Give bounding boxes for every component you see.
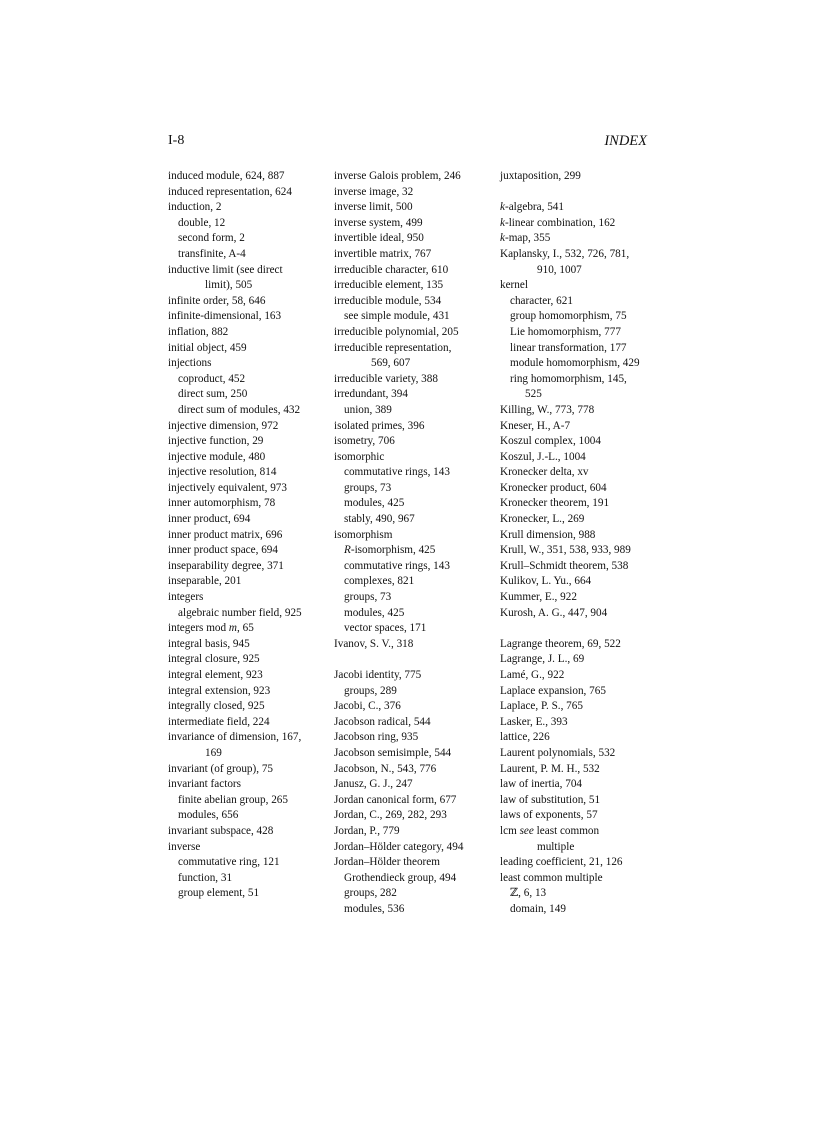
index-entry: induced module, 624, 887 [168, 170, 285, 182]
index-entry: isolated primes, 396 [334, 419, 425, 432]
index-subentry: vector spaces, 171 [344, 622, 427, 635]
index-column-2 [334, 169, 494, 918]
index-subentry: stably, 490, 967 [344, 513, 415, 526]
index-subentry: direct sum of modules, 432 [178, 403, 301, 416]
index-entry: inverse [168, 840, 201, 853]
index-subentry: ℤ, 6, 13 [510, 887, 547, 900]
index-subentry: linear transformation, 177 [510, 341, 627, 354]
index-entry: infinite-dimensional, 163 [168, 310, 282, 323]
index-entry: irredundant, 394 [334, 388, 408, 401]
index-entry: irreducible element, 135 [334, 279, 444, 292]
index-entry: injections [168, 357, 212, 370]
index-subentry: Lie homomorphism, 777 [510, 325, 621, 338]
index-entry: Jordan, C., 269, 282, 293 [334, 809, 447, 822]
index-entry: inner automorphism, 78 [168, 497, 276, 510]
index-entry: invertible ideal, 950 [334, 232, 424, 245]
index-entry-continuation: 525 [525, 388, 542, 401]
index-entry: Krull–Schmidt theorem, 538 [500, 559, 629, 572]
index-entry: Kummer, E., 922 [500, 591, 577, 604]
index-entry: Jordan canonical form, 677 [334, 793, 457, 806]
index-entry: integers mod m, 65 [168, 622, 254, 635]
index-subentry: groups, 282 [344, 887, 397, 900]
index-entry: Jacobson, N., 543, 776 [334, 762, 437, 775]
index-subentry: groups, 73 [344, 591, 392, 604]
index-entry: invariant (of group), 75 [168, 762, 274, 775]
index-entry: lcm see least common [500, 824, 600, 837]
index-entry: Ivanov, S. V., 318 [334, 637, 414, 650]
index-entry: integral element, 923 [168, 669, 263, 681]
index-entry: Janusz, G. J., 247 [334, 778, 413, 791]
index-subentry: union, 389 [344, 403, 392, 416]
index-subentry: group homomorphism, 75 [510, 310, 627, 323]
index-entry: inflation, 882 [168, 325, 229, 338]
index-entry: induced representation, 624 [168, 185, 292, 198]
index-subentry: ring homomorphism, 145, [510, 372, 627, 385]
index-entry: invariance of dimension, 167, [168, 731, 302, 744]
index-entry: invariant factors [168, 778, 241, 791]
index-entry: Jacobson ring, 935 [334, 731, 419, 744]
index-entry: laws of exponents, 57 [500, 809, 598, 822]
index-entry: inverse limit, 500 [334, 201, 413, 214]
index-entry: Laplace, P. S., 765 [500, 700, 583, 713]
index-entry: least common multiple [500, 871, 603, 884]
index-entry: Koszul complex, 1004 [500, 435, 601, 448]
index-subentry: direct sum, 250 [178, 388, 248, 401]
index-subentry: character, 621 [510, 294, 573, 307]
index-entry: lattice, 226 [500, 731, 550, 744]
index-entry: injectively equivalent, 973 [168, 481, 287, 494]
letter-group-gap [500, 621, 660, 637]
index-subentry: transfinite, A-4 [178, 247, 246, 260]
index-entry: intermediate field, 224 [168, 715, 270, 728]
index-entry: isomorphic [334, 450, 385, 463]
index-entry: integral basis, 945 [168, 637, 250, 650]
index-subentry: domain, 149 [510, 902, 566, 915]
index-entry: law of inertia, 704 [500, 778, 583, 791]
index-entry: inductive limit (see direct [168, 263, 283, 276]
letter-group-gap [500, 185, 660, 201]
index-entry: Kronecker delta, xv [500, 466, 589, 479]
index-subentry: coproduct, 452 [178, 372, 246, 385]
index-entry: irreducible representation, [334, 341, 452, 354]
index-entry-continuation: 910, 1007 [537, 263, 582, 276]
running-title: INDEX [604, 133, 647, 149]
index-entry: Lasker, E., 393 [500, 715, 568, 728]
index-entry: injective module, 480 [168, 450, 266, 463]
index-entry: integral closure, 925 [168, 653, 260, 666]
index-entry: integrally closed, 925 [168, 700, 265, 713]
index-entry: inverse Galois problem, 246 [334, 170, 461, 182]
index-entry: isomorphism [334, 528, 393, 541]
index-subentry: groups, 73 [344, 481, 392, 494]
index-entry: k-map, 355 [500, 232, 551, 245]
index-entry: irreducible character, 610 [334, 263, 449, 276]
index-subentry: see simple module, 431 [344, 310, 450, 323]
index-entry: k-algebra, 541 [500, 201, 564, 214]
index-entry: Kurosh, A. G., 447, 904 [500, 606, 608, 619]
index-entry: Jacobson radical, 544 [334, 715, 431, 728]
index-subentry: algebraic number field, 925 [178, 606, 302, 619]
index-entry: Kronecker theorem, 191 [500, 497, 610, 510]
index-entry: Jordan–Hölder theorem [334, 856, 440, 869]
index-entry-continuation: limit), 505 [205, 279, 253, 292]
index-entry-continuation: 569, 607 [371, 357, 411, 370]
index-entry: Kaplansky, I., 532, 726, 781, [500, 247, 630, 260]
index-entry: inverse system, 499 [334, 216, 423, 229]
index-entry: injective resolution, 814 [168, 466, 277, 479]
index-entry: inseparability degree, 371 [168, 559, 284, 572]
index-subentry: group element, 51 [178, 887, 260, 900]
index-entry: Laplace expansion, 765 [500, 684, 606, 697]
index-subentry: commutative rings, 143 [344, 559, 450, 572]
index-entry: Kneser, H., A-7 [500, 419, 571, 432]
index-entry: Laurent polynomials, 532 [500, 746, 616, 759]
index-entry: Jordan, P., 779 [334, 824, 400, 837]
index-subentry: finite abelian group, 265 [178, 793, 288, 806]
index-entry: Lagrange theorem, 69, 522 [500, 637, 621, 650]
index-entry: initial object, 459 [168, 341, 247, 354]
index-entry: inner product matrix, 696 [168, 528, 283, 541]
index-entry: integral extension, 923 [168, 684, 271, 697]
index-entry: Krull, W., 351, 538, 933, 989 [500, 544, 631, 557]
index-entry: invertible matrix, 767 [334, 247, 432, 260]
index-entry: Kronecker product, 604 [500, 481, 607, 494]
index-entry: k-linear combination, 162 [500, 216, 616, 229]
index-entry: Koszul, J.-L., 1004 [500, 450, 586, 463]
index-entry: irreducible polynomial, 205 [334, 325, 459, 338]
index-entry: inverse image, 32 [334, 185, 414, 198]
running-header [168, 133, 647, 153]
index-entry: Kulikov, L. Yu., 664 [500, 575, 592, 588]
index-subentry: Grothendieck group, 494 [344, 871, 457, 884]
index-entry-continuation: 169 [205, 746, 222, 759]
index-entry-continuation: multiple [537, 840, 575, 853]
index-entry: Laurent, P. M. H., 532 [500, 762, 600, 775]
index-entry: kernel [500, 279, 528, 292]
index-entry: Jacobi identity, 775 [334, 669, 422, 681]
index-subentry: modules, 425 [344, 606, 405, 619]
letter-group-gap [334, 652, 494, 668]
index-entry: juxtaposition, 299 [500, 170, 581, 182]
index-entry: leading coefficient, 21, 126 [500, 856, 623, 869]
index-subentry: module homomorphism, 429 [510, 357, 640, 370]
index-entry: Jordan–Hölder category, 494 [334, 840, 464, 853]
index-entry: irreducible module, 534 [334, 294, 442, 307]
index-subentry: modules, 536 [344, 902, 405, 915]
index-entry: injective dimension, 972 [168, 419, 279, 432]
page-number: I-8 [168, 133, 185, 148]
index-subentry: modules, 425 [344, 497, 405, 510]
index-subentry: modules, 656 [178, 809, 239, 822]
index-entry: isometry, 706 [334, 435, 395, 448]
index-subentry: function, 31 [178, 871, 233, 884]
index-subentry: double, 12 [178, 216, 226, 229]
index-subentry: R-isomorphism, 425 [344, 544, 436, 557]
index-entry: Krull dimension, 988 [500, 528, 596, 541]
index-entry: invariant subspace, 428 [168, 824, 274, 837]
index-entry: infinite order, 58, 646 [168, 294, 266, 307]
index-entry: integers [168, 591, 204, 604]
index-subentry: groups, 289 [344, 684, 397, 697]
index-subentry: second form, 2 [178, 232, 245, 245]
index-entry: law of substitution, 51 [500, 793, 601, 806]
index-entry: inner product space, 694 [168, 544, 278, 557]
index-column-3 [500, 169, 660, 918]
index-entry: Jacobi, C., 376 [334, 700, 401, 713]
index-subentry: complexes, 821 [344, 575, 415, 588]
index-entry: injective function, 29 [168, 435, 264, 448]
index-entry: Lamé, G., 922 [500, 669, 565, 681]
index-entry: inner product, 694 [168, 513, 251, 526]
index-entry: inseparable, 201 [168, 575, 242, 588]
index-entry: Killing, W., 773, 778 [500, 403, 595, 416]
index-column-1 [168, 169, 328, 902]
index-subentry: commutative rings, 143 [344, 466, 450, 479]
index-entry: Lagrange, J. L., 69 [500, 653, 585, 666]
index-subentry: commutative ring, 121 [178, 856, 280, 869]
index-entry: Kronecker, L., 269 [500, 513, 585, 526]
index-entry: irreducible variety, 388 [334, 372, 438, 385]
index-entry: Jacobson semisimple, 544 [334, 746, 452, 759]
index-entry: induction, 2 [168, 201, 222, 214]
